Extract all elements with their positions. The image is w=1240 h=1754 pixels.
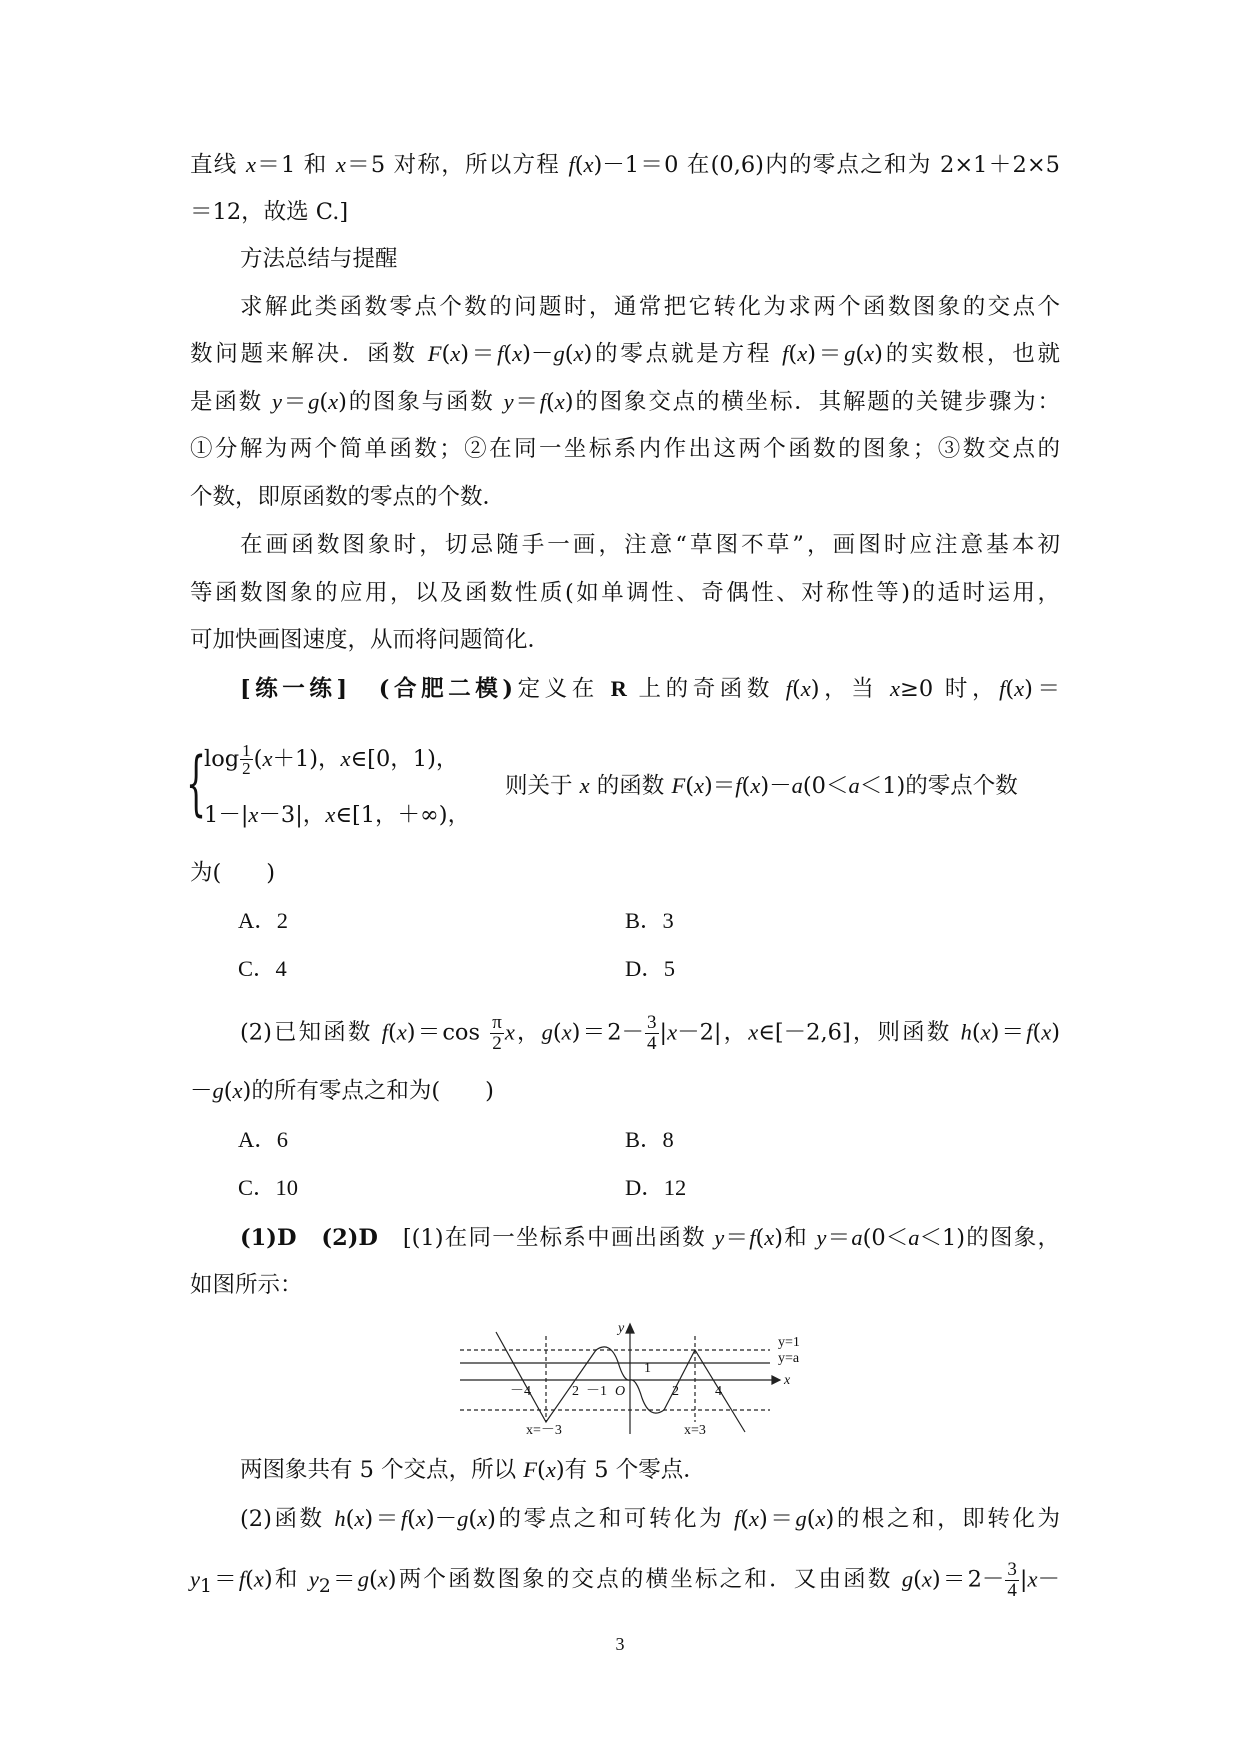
text-line: 直线 x＝1 和 x＝5 对称，所以方程 f(x)－1＝0 在(0,6)内的零点之和为 2×1＋2×5 — [190, 152, 1060, 178]
label-y1: y=1 — [778, 1335, 800, 1350]
option-c: C．10 — [238, 1175, 299, 1200]
text-line: $y_1=f(x)$和 $y_2=g(x)$两个函数图象的交点的横坐标之和．又由函数 g(x)＝2－ $\frac{3}{4}$ |x－ — [190, 1559, 1060, 1601]
question-1-stem: [练一练] (合肥二模)定义在 R 上的奇函数 f(x)，当 x≥0 时，f(x)＝ — [240, 676, 1061, 702]
piecewise-case-1: log $\frac{1}{2}$ (x＋1)，x∈[0，1)， — [204, 741, 459, 778]
tick-label: －4 — [510, 1384, 531, 1399]
option-b: B．8 — [625, 1127, 674, 1152]
question-1-tail: 则关于 x 的函数 F(x)＝f(x)－a(0＜a＜1)的零点个数 — [505, 773, 1018, 799]
tick-label: 4 — [715, 1384, 722, 1399]
f-right-log — [630, 1380, 664, 1413]
option-a: A．6 — [238, 1127, 288, 1152]
text-line: －g(x)的所有零点之和为( ) — [190, 1078, 494, 1104]
option-a: A．2 — [238, 908, 288, 933]
label-ya: y=a — [778, 1351, 800, 1366]
y-axis-label: y — [618, 1322, 625, 1336]
text-line: (2)函数 h(x)＝f(x)－g(x)的零点之和可转化为 f(x)＝g(x)的根之和，即转化为 — [240, 1506, 1060, 1532]
text-line: 个数，即原函数的零点的个数． — [190, 484, 506, 510]
y-axis-arrow — [626, 1324, 634, 1333]
option-b: B．3 — [625, 908, 674, 933]
tick-label: 2 — [672, 1384, 679, 1399]
option-c: C．4 — [238, 956, 287, 981]
function-graph — [460, 1322, 820, 1440]
text-line: 可加快画图速度，从而将问题简化． — [190, 627, 551, 653]
option-d: D．5 — [625, 956, 675, 981]
tick-label: 1 — [644, 1361, 651, 1376]
answer-line: (1)D (2)D [(1)在同一坐标系中画出函数 y＝f(x)和 y＝a(0＜a＜1)的图象， — [240, 1225, 1060, 1251]
x-axis-label: x — [784, 1373, 791, 1388]
piecewise-case-2: 1－|x－3|，x∈[1，＋∞)， — [204, 802, 471, 828]
option-d: D．12 — [625, 1175, 687, 1200]
text-line: 两图象共有 5 个交点，所以 F(x)有 5 个零点． — [240, 1457, 706, 1483]
section-heading: 方法总结与提醒 — [240, 246, 398, 272]
text-line: 求解此类函数零点个数的问题时，通常把它转化为求两个函数图象的交点个 — [240, 294, 1060, 320]
question-2-stem: (2)已知函数 f(x)＝cos $\frac{\pi}{2}$ x，g(x)＝2－ $\frac{3}{4}$ |x－2|，x∈[－2,6]，则函数 h(x)＝f(x) — [240, 1012, 1061, 1054]
tick-label: 2 — [572, 1384, 579, 1399]
text-line: 在画函数图象时，切忌随手一画，注意“草图不草”，画图时应注意基本初 — [240, 532, 1060, 558]
text-line: 等函数图象的应用，以及函数性质(如单调性、奇偶性、对称性等)的适时运用， — [190, 580, 1060, 606]
tick-label: －1 — [586, 1384, 607, 1399]
label-x-neg3: x=－3 — [526, 1423, 562, 1438]
text-line: 如图所示： — [190, 1272, 303, 1298]
origin-label: O — [615, 1384, 626, 1399]
text-line: 数问题来解决．函数 F(x)＝f(x)－g(x)的零点就是方程 f(x)＝g(x)的实数根，也就 — [190, 341, 1061, 367]
text-line: 是函数 y＝g(x)的图象与函数 y＝f(x)的图象交点的横坐标．其解题的关键步骤为： — [190, 389, 1060, 415]
page-number: 3 — [615, 1634, 625, 1654]
label-x-3: x=3 — [684, 1423, 706, 1438]
text-line: ①分解为两个简单函数；②在同一坐标系内作出这两个函数的图象；③数交点的 — [190, 436, 1060, 462]
x-axis-arrow — [772, 1376, 780, 1384]
text-line: 为( ) — [190, 860, 276, 886]
text-line: ＝12，故选 C.] — [190, 199, 349, 225]
left-brace: { — [186, 742, 207, 824]
